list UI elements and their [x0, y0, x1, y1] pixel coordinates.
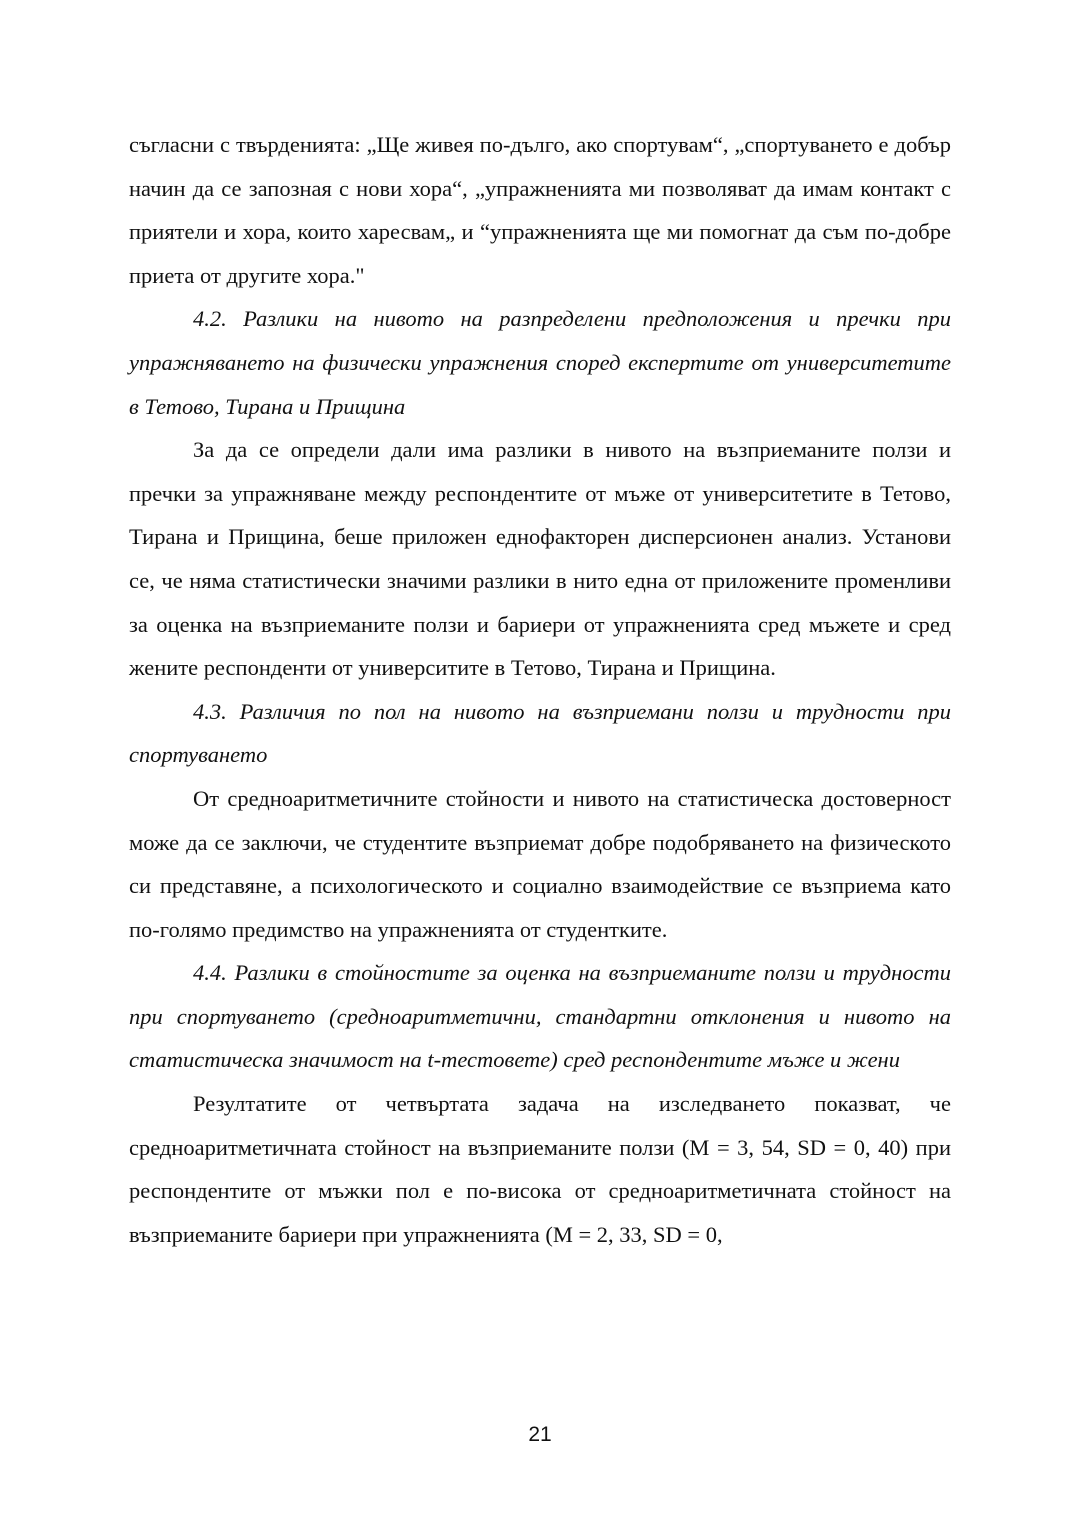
section-heading-4-2: 4.2. Разлики на нивото на разпределени предположения и пречки при упражняването на физически упражнения според експертите от университетите в Тетово, Тирана и Прищина [129, 306, 951, 419]
paragraph-intro-continued: съгласни с твърденията: „Ще живея по-дълго, ако спортувам“, „спортуването е добър начин да се запозная с нови хора“, „упражненията ми позволяват да имам контакт с приятели и хора, които харесвам„ и “упражненията ще ми помогнат да съм по-добре приета от другите хора." [129, 132, 951, 288]
section-heading-4-4: 4.4. Разлики в стойностите за оценка на възприеманите ползи и трудности при спортуването (средноаритметични, стандартни отклонения и нивото на статистическа значимост на t-тестовете) сред респондентите мъже и жени [129, 960, 951, 1073]
paragraph-4-2-body: За да се определи дали има разлики в нивото на възприеманите ползи и пречки за упражняване между респондентите от мъже от университетите в Тетово, Тирана и Прищина, беше приложен еднофакторен дисперсионен анализ. Установи се, че няма статистически значими разлики в нито една от приложените променливи за оценка на възприеманите ползи и бариери от упражненията сред мъжете и сред жените респонденти от университите в Тетово, Тирана и Прищина. [129, 437, 951, 681]
section-heading-4-3: 4.3. Различия по пол на нивото на възприемани ползи и трудности при спортуването [129, 698, 951, 768]
paragraph-4-3-body: От средноаритметичните стойности и нивото на статистическа достоверност може да се заключи, че студентите възприемат добре подобряването на физическото си представяне, а психологическото и социално взаимодействие се възприема като по-голямо предимство на упражненията от студентките. [129, 785, 951, 942]
page-body [129, 123, 951, 1256]
paragraph-4-4-body: Резултатите от четвъртата задача на изследването показват, че средноаритметичната стойност на възприеманите ползи (M = 3, 54, SD = 0, 40) при респондентите от мъжки пол е по-висока от средноаритметичната стойност на възприеманите бариери при упражненията (M = 2, 33, SD = 0, [129, 1091, 951, 1247]
page-number: 21 [528, 1423, 552, 1446]
